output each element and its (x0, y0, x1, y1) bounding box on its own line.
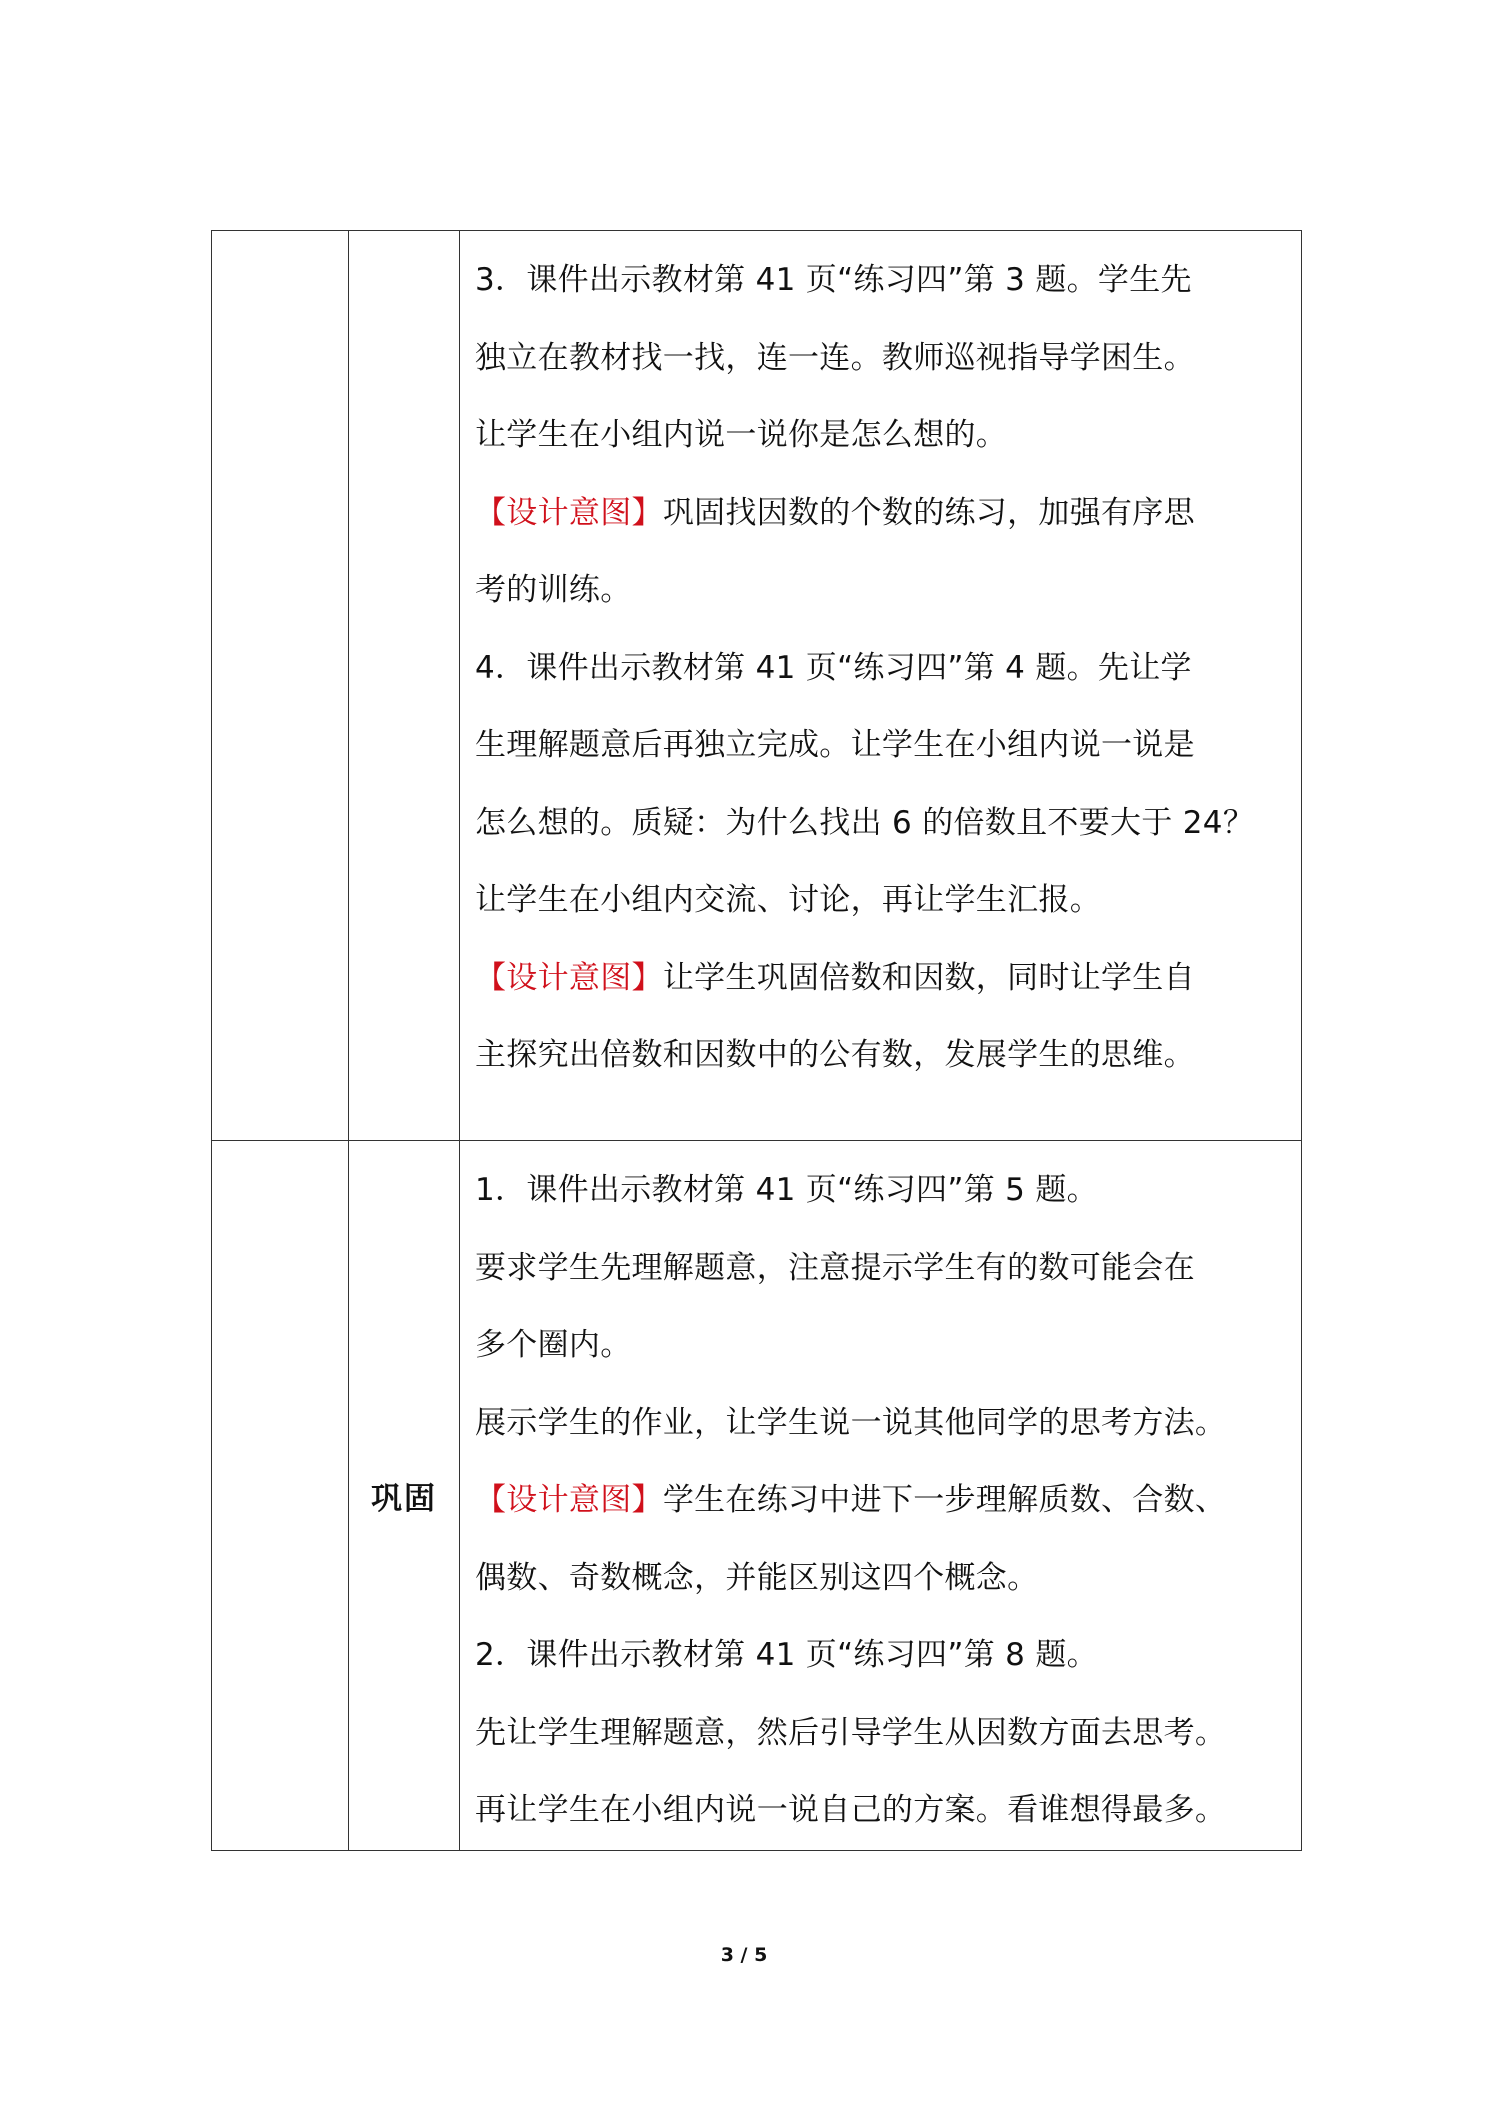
content-line (475, 397, 1291, 475)
line-text: 3．课件出示教材第 41 页“练习四”第 3 题。学生先 (475, 262, 1192, 298)
row-content (460, 1141, 1301, 1850)
line-text: 独立在教材找一找，连一连。教师巡视指导学困生。 (475, 339, 1195, 376)
line-text: 让学生在小组内说一说你是怎么想的。 (475, 417, 1008, 453)
row-content (460, 231, 1301, 1095)
design-intent-line (475, 1462, 1291, 1540)
design-intent-tag: 【设计意图】 (475, 959, 663, 996)
line-text: 展示学生的作业，让学生说一说其他同学的思考方法。 (475, 1404, 1227, 1441)
content-line (475, 1385, 1291, 1463)
table-row (212, 1141, 1302, 1851)
design-intent-line (475, 475, 1291, 553)
line-text: 让学生在小组内交流、讨论，再让学生汇报。 (475, 882, 1101, 918)
line-text: 2．课件出示教材第 41 页“练习四”第 8 题。 (475, 1637, 1098, 1673)
content-line (475, 1230, 1291, 1308)
content-line (475, 552, 1291, 630)
page-number: 3 / 5 (720, 1944, 768, 1966)
content-line (475, 1695, 1291, 1773)
content-line (475, 785, 1291, 863)
table-row (212, 231, 1302, 1141)
line-text: 1．课件出示教材第 41 页“练习四”第 5 题。 (475, 1172, 1098, 1208)
design-intent-line (475, 940, 1291, 1018)
line-text: 学生在练习中进下一步理解质数、合数、 (662, 1482, 1227, 1518)
content-line (475, 630, 1291, 708)
line-text: 怎么想的。质疑：为什么找出 6 的倍数且不要大于 24？ (475, 804, 1255, 841)
content-line (475, 707, 1291, 785)
line-text: 多个圈内。 (475, 1327, 632, 1363)
design-intent-tag: 【设计意图】 (475, 1482, 663, 1518)
line-text: 偶数、奇数概念，并能区别这四个概念。 (475, 1559, 1039, 1596)
stage-cell (349, 1141, 460, 1851)
content-line (475, 1307, 1291, 1385)
line-text: 考的训练。 (475, 572, 632, 608)
content-line (475, 1617, 1291, 1695)
line-text: 巩固找因数的个数的练习，加强有序思 (662, 494, 1195, 531)
line-text: 先让学生理解题意，然后引导学生从因数方面去思考。 (475, 1714, 1227, 1751)
design-intent-tag: 【设计意图】 (475, 494, 663, 531)
content-line (475, 1152, 1291, 1230)
line-text: 再让学生在小组内说一说自己的方案。看谁想得最多。 (475, 1792, 1227, 1828)
content-line (475, 242, 1291, 320)
line-text: 让学生巩固倍数和因数，同时让学生自 (662, 959, 1195, 996)
line-text: 要求学生先理解题意，注意提示学生有的数可能会在 (475, 1249, 1195, 1286)
content-cell (460, 1141, 1302, 1851)
line-text: 4．课件出示教材第 41 页“练习四”第 4 题。先让学 (475, 649, 1192, 686)
line-text: 主探究出倍数和因数中的公有数，发展学生的思维。 (475, 1037, 1195, 1073)
table-cell-empty (212, 231, 349, 1141)
content-line (475, 1540, 1291, 1618)
line-text: 生理解题意后再独立完成。让学生在小组内说一说是 (475, 727, 1195, 763)
stage-cell (349, 231, 460, 1141)
content-line (475, 320, 1291, 398)
stage-label: 巩固 (371, 1480, 437, 1517)
content-line (475, 862, 1291, 940)
content-line (475, 1017, 1291, 1095)
table-cell-empty (212, 1141, 349, 1851)
content-line (475, 1772, 1291, 1850)
content-cell (460, 231, 1302, 1141)
lesson-plan-table (211, 230, 1302, 1851)
